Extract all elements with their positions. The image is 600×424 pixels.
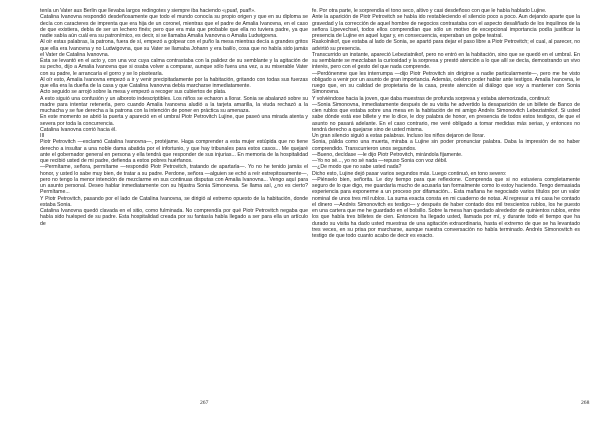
paragraph: —¿De modo que no sabe usted nada? bbox=[312, 164, 402, 171]
page-number-left: 267 bbox=[200, 400, 209, 406]
paragraph: Catalina Ivanovna corrió hacia él. bbox=[40, 126, 117, 133]
paragraph: —Yo no sé..., yo no sé nada —repuso Sonia con voz débil. bbox=[312, 158, 448, 164]
paragraph: Y Piotr Petrovitch, pasando por el lado de Catalina Ivanovna, se dirigió al extremo opuesto de la habitación, donde estaba Sonia. bbox=[40, 195, 308, 208]
paragraph: Acto seguido se arrojó sobre la mesa y empezó a recoger sus cubiertos de plata. bbox=[40, 89, 227, 96]
paragraph: fe. Por otra parte, le sorprendía el tono seco, altivo y casi desdeñoso con que le había hablado Lujine. bbox=[312, 8, 547, 14]
paragraph: —Permítame, señora, permítame —respondió Piotr Petrovitch, tratando de apartarla—. Yo no he tenido jamás el honor, y usted lo sabe muy bien, de tratar a su padre. Perdone, señora —alguien se echó a reír estrepitosamente—, pero no tengo la menor intención de mezclarme en sus continuas disputas con Amalia Ivanovna... Vengo aquí para un asunto personal. Deseo hablar inmediatamente con su hijastra Sonia Simonovna. Se llama así, ¿no es cierto? Permítame... bbox=[40, 164, 308, 196]
left-page-text-before bbox=[40, 8, 308, 133]
section-number: III bbox=[40, 133, 45, 139]
paragraph: A esto siguió una confusión y un alboroto indescriptibles. Los niños se echaron a llorar. Sonia se abalanzó sobre su madre para intentar retenerla, pero cuando Amalia Ivanovna aludió a la tarjeta amarilla, la viuda rechazó a la muchacha y se fue derecha a la patrona con la intención de poner en práctica su amenaza. bbox=[40, 95, 308, 114]
page-number-right: 268 bbox=[581, 400, 590, 406]
paragraph: —Piénselo bien, señorita. Le doy tiempo para que reflexione. Comprenda que si no estuviera completamente seguro de lo que digo, me guardaría mucho de acusarla tan formalmente como lo estoy haciendo. Tengo demasiada experiencia para exponerme a un proceso por difamación... Esta mañana he negociado varios títulos por un valor nominal de unos tres mil rublos. La suma exacta consta en mi cuaderno de notas. Al regresar a mi casa he contado el dinero —Andrés Simonovitch es testigo— y después de haber contado dos mil trescientos rublos, los he puesto en una cartera que me he guardado en el bolsillo. Sobre la mesa han quedado alrededor de quinientos rublos, entre los que había tres billetes de cien. Entonces ha llegado usted, llamada por mí, y durante todo el tiempo que ha durado su visita ha dado usted muestras de una agitación extraordinaria, hasta el extremo de que se ha levantado tres veces, en su prisa por marcharse, aunque nuestra conversación no había terminado. Andrés Simonovitch es testigo de que todo cuanto acabo de decir es exacto. bbox=[312, 176, 580, 239]
paragraph: Catalina Ivanovna quedó clavada en el sitio, como fulminada. No comprendía por qué Piotr Petrovitch negaba que había sido huésped de su padre. Esta hospitalidad creada por su fantasía había llegado a ser para ella un artículo de bbox=[40, 208, 308, 227]
paragraph: En este momento se abrió la puerta y apareció en el umbral Piotr Petrovitch Lujine, que paseó una mirada atenta y severa por toda la concurrencia. bbox=[40, 114, 308, 127]
left-page-text-after bbox=[40, 139, 308, 227]
paragraph: Sonia, pálida como una muerta, miraba a Lujine sin poder pronunciar palabra. Daba la impresión de no haber comprendido. Transcurrieron unos segundos. bbox=[312, 139, 580, 152]
paragraph: —Sonia Simonovna, inmediatamente después de su visita he advertido la desaparición de un billete de Banco de cien rublos que estaba sobre una mesa en la habitación de mi amigo Andrés Simonovitch Lebeziatnikof. Si usted sabe dónde está ese billete y me lo dice, le doy palabra de honor, en presencia de todos estos testigos, de que el asunto no pasará adelante. En el caso contrario, me veré obligado a tomar medidas más serias, y entonces no tendrá derecho a quejarse sino de usted misma. bbox=[312, 101, 580, 133]
paragraph: Transcurrido un instante, apareció Lebeziatnikof, pero no entró en la habitación, sino que se quedó en el umbral. En su semblante se mezclaban la curiosidad y la sorpresa y prestó atención a lo que allí se decía, demostrando un vivo interés, pero con el gesto del que nada comprende. bbox=[312, 51, 580, 71]
paragraph: Ante la aparición de Piotr Petrovitch se había ido restableciendo el silencio poco a poco. Aun dejando aparte que la gravedad y la corrección de aquel hombre de negocios contrastaba con el aspecto desaliñado de los inquilinos de la señora Lipevechsel, todos ellos comprendían que sólo un motivo de excepcional importancia podía justificar la presencia de Lujine en aquel lugar y, en consecuencia, esperaban un golpe teatral. bbox=[312, 14, 580, 39]
paragraph: Ésta se levantó en el acto y, con una voz cuya calma contrastaba con la palidez de su semblante y la agitación de su pecho, dijo a Amalia Ivanovna que si osaba volver a comparar, aunque sólo fuera una vez, a su miserable Vater con su padre, le arrancaría el gorro y se lo pisotearía. bbox=[40, 58, 308, 77]
paragraph: Piotr Petrovitch —exclamó Catalina Ivanovna—, protéjame. Haga comprender a esta mujer estúpida que no tiene derecho a insultar a una noble dama abatida por el infortunio, y que hay tribunales para estos casos... Me quejaré ante el gobernador general en persona y ella tendrá que responder de sus injurias... En memoria de la hospitalidad que recibió usted de mi padre, defienda a estos pobres huérfanos. bbox=[40, 139, 308, 164]
right-page bbox=[312, 8, 580, 408]
paragraph: Y volviéndose hacia la joven, que daba muestras de profunda sorpresa y estaba atemorizada, continuó: bbox=[312, 95, 551, 102]
paragraph: tenía un Vater aus Berlin que llevaba largos redingotes y siempre iba haciendo «¡puaf, puaf!». bbox=[40, 8, 256, 14]
paragraph: Raskolnikof, que estaba al lado de Sonia, se apartó para dejar el paso libre a Piotr Petrovitch; el cual, al parecer, no advirtió su presencia. bbox=[312, 39, 580, 52]
paragraph: Al oír estas palabras, la patrona, fuera de sí, empezó a golpear con el puño la mesa mientras decía a grandes gritos que ella era Ivanovna y no Ludwigovna, que su Vater se llamaba Johann y era bailío, cosa que no había sido jamás el Vater de Catalina Ivanovna. bbox=[40, 39, 308, 58]
paragraph: Dicho esto, Lujine dejó pasar varios segundos más. Luego continuó, en tono severo: bbox=[312, 170, 507, 177]
paragraph: —Perdónenme que les interrumpa —dijo Piotr Petrovitch sin dirigirse a nadie particularmente—, pero me he visto obligado a venir por un asunto de gran importancia. Además, celebro poder hablar ante testigos. Amalia Ivanovna, le ruego que, en su calidad de propietaria de la casa, preste atención al diálogo que voy a mantener con Sonia Simonovna. bbox=[312, 70, 580, 96]
left-page bbox=[40, 8, 308, 408]
right-page-text bbox=[312, 8, 580, 239]
paragraph: Al oír esto, Amalia Ivanovna empezó a ir y venir precipitadamente por la habitación, gritando con todas sus fuerzas que ella era la dueña de la casa y que Catalina Ivanovna debía marcharse inmediatamente. bbox=[40, 76, 308, 89]
paragraph: —Bueno, decídase —le dijo Piotr Petrovitch, mirándola fijamente. bbox=[312, 151, 463, 158]
paragraph: Un gran silencio siguió a estas palabras. Incluso los niños dejaron de llorar. bbox=[312, 133, 486, 139]
paragraph: Catalina Ivanovna respondió desdeñosamente que todo el mundo conocía su propio origen y que en su diploma se decía con caracteres de imprenta que era hija de un coronel, mientras que el padre de Amalia Ivanovna, en el caso de que existiera, debía de ser un lechero finés; pero que era más que probable que ella no tuviera padre, ya que nadie sabía aún cuál era su patronímico, es decir, si se llamaba Amalia Ivanovna o Amalia Ludwigovna. bbox=[40, 14, 308, 39]
